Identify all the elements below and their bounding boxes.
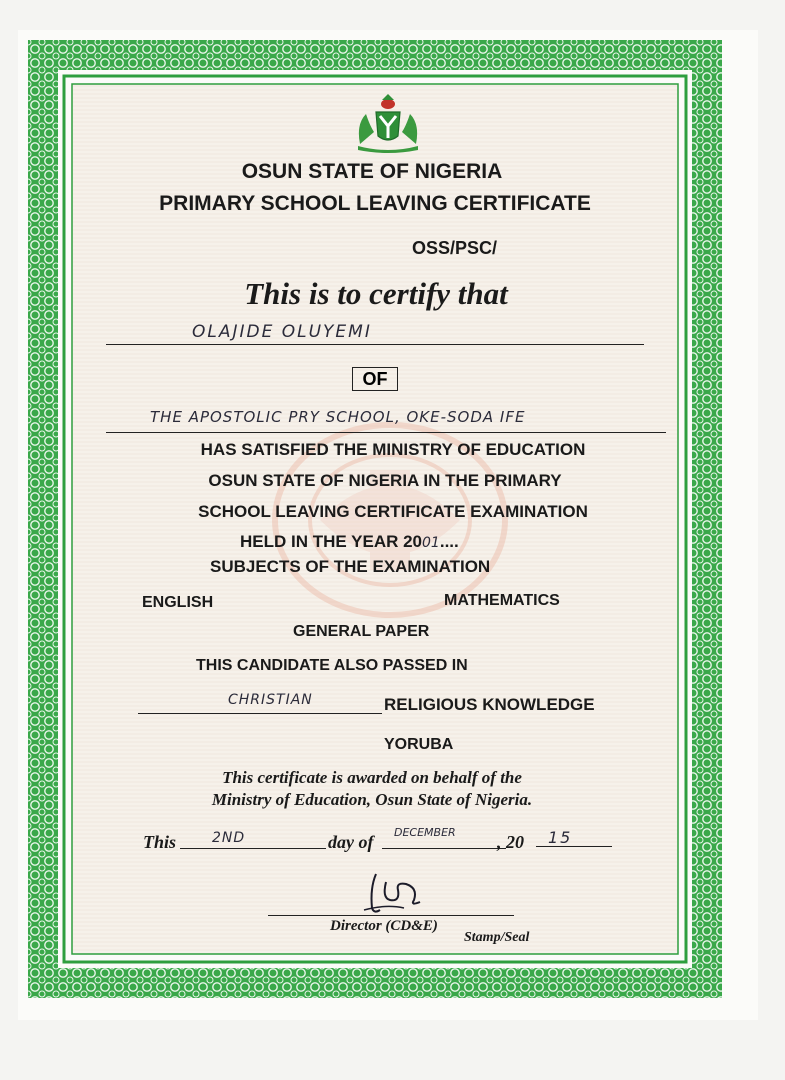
body-line-2: OSUN STATE OF NIGERIA IN THE PRIMARY	[208, 471, 562, 490]
subjects-heading: SUBJECTS OF THE EXAMINATION	[210, 557, 491, 576]
religion-handwritten: CHRISTIAN	[228, 692, 313, 708]
director-signature-graphic	[356, 868, 436, 916]
date-year-handwritten: 15	[548, 828, 573, 847]
month-underline	[382, 848, 506, 849]
date-month-handwritten: DECEMBER	[394, 826, 456, 839]
reference-number: OSS/PSC/	[412, 238, 498, 258]
date-day-of: day of	[328, 832, 374, 852]
subject-english: ENGLISH	[142, 594, 214, 611]
state-title: OSUN STATE OF NIGERIA	[241, 160, 503, 183]
school-underline	[106, 432, 666, 433]
signature-underline	[268, 915, 514, 916]
candidate-name: OLAJIDE OLUYEMI	[192, 322, 372, 342]
body-line-1: HAS SATISFIED THE MINISTRY OF EDUCATION	[200, 440, 586, 459]
religion-label: RELIGIOUS KNOWLEDGE	[384, 695, 595, 714]
date-day-handwritten: 2ND	[212, 830, 246, 846]
subject-mathematics: MATHEMATICS	[444, 592, 560, 609]
of-label: OF	[352, 367, 398, 391]
date-this: This	[143, 832, 177, 852]
held-year-prefix: HELD IN THE YEAR 20	[240, 532, 423, 551]
religion-underline	[138, 713, 382, 714]
stamp-seal-label: Stamp/Seal	[464, 930, 530, 945]
language-yoruba: YORUBA	[384, 736, 454, 753]
subject-general-paper: GENERAL PAPER	[293, 623, 430, 640]
certify-line: This is to certify that	[244, 276, 508, 311]
award-line-2: Ministry of Education, Osun State of Nigeria.	[211, 790, 533, 809]
also-passed-line: THIS CANDIDATE ALSO PASSED IN	[196, 657, 468, 674]
held-year-suffix: ....	[439, 532, 459, 551]
day-underline	[180, 848, 326, 849]
director-label: Director (CD&E)	[330, 918, 438, 934]
school-name: THE APOSTOLIC PRY SCHOOL, OKE-SODA IFE	[150, 408, 526, 426]
name-underline	[106, 344, 644, 345]
certificate-title: PRIMARY SCHOOL LEAVING CERTIFICATE	[159, 192, 591, 215]
coat-of-arms-icon	[352, 92, 424, 154]
held-year-hand: 01	[422, 535, 440, 551]
body-line-3: SCHOOL LEAVING CERTIFICATE EXAMINATION	[198, 502, 588, 521]
held-in-year	[240, 532, 459, 552]
award-line-1: This certificate is awarded on behalf of the	[222, 768, 522, 787]
date-comma-20: , 20	[497, 832, 524, 852]
